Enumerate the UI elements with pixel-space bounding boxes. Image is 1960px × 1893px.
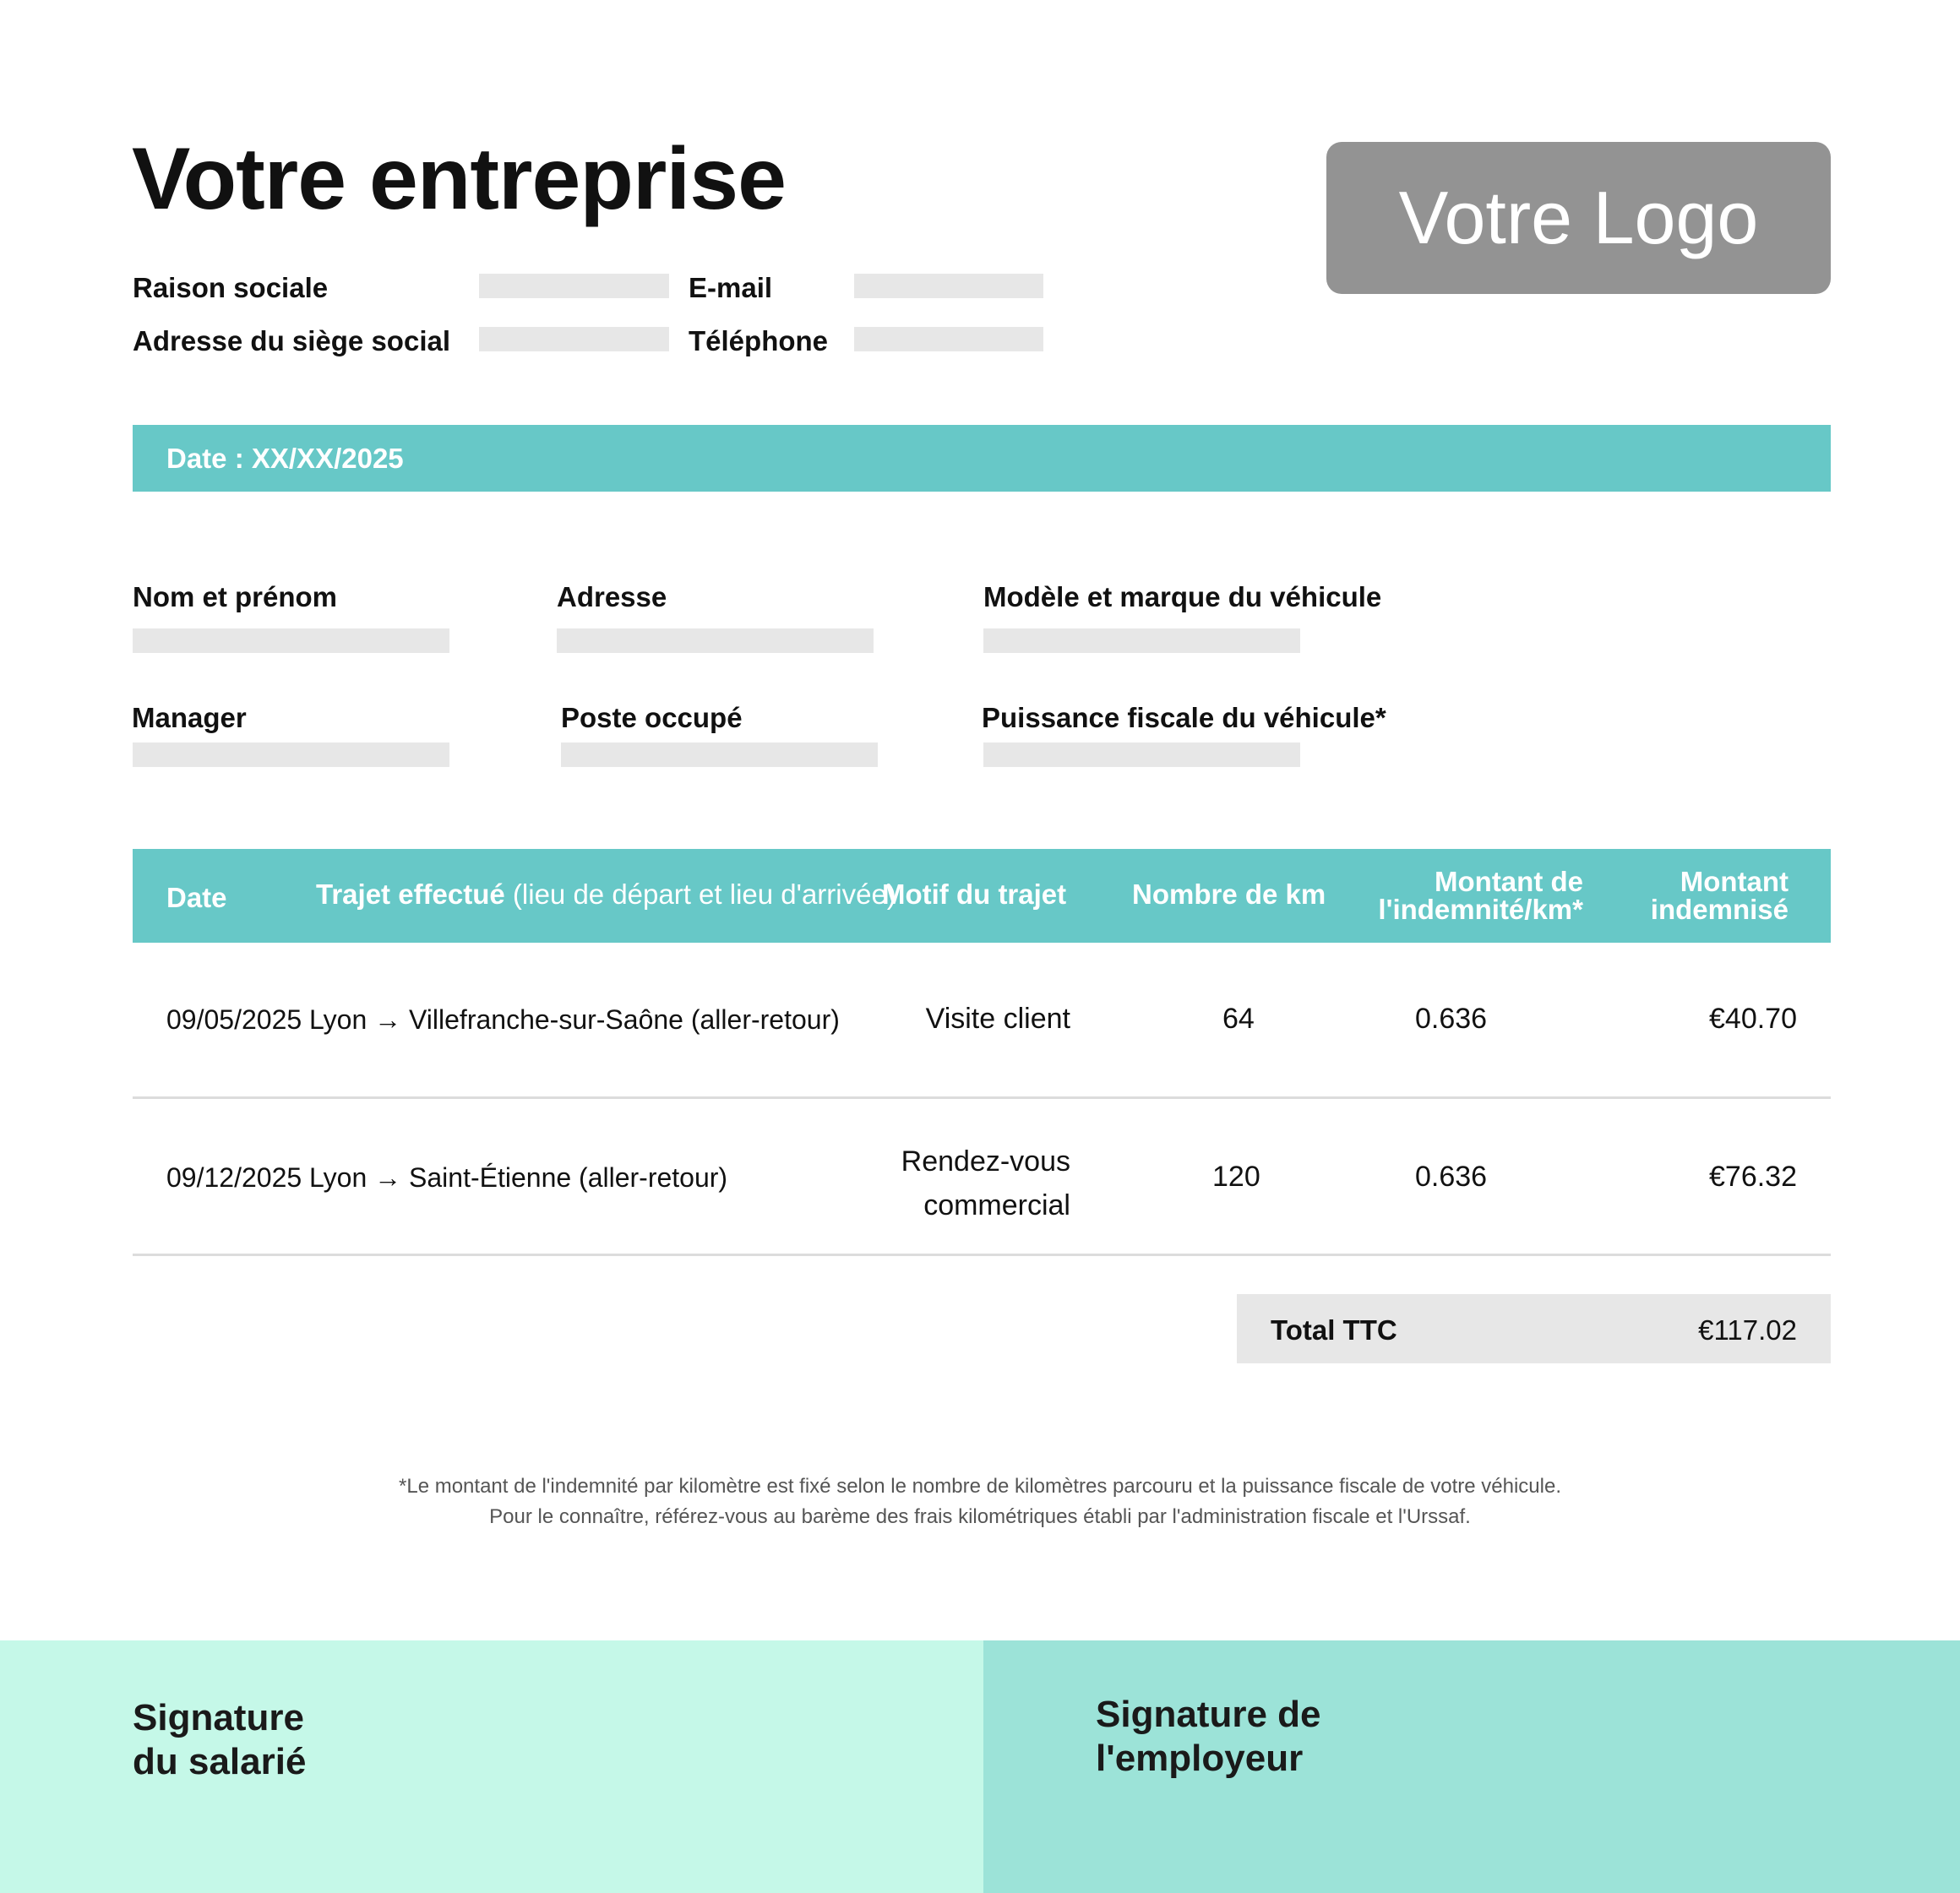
- header-motif: Motif du trajet: [882, 879, 1067, 910]
- adresse-field[interactable]: [557, 628, 874, 653]
- footnote-line2: Pour le connaître, référez-vous au barème des frais kilométriques établi par l'administration fiscale et l'Urssaf.: [489, 1505, 1471, 1528]
- row1-amount: €40.70: [1709, 1003, 1797, 1035]
- logo-text: Votre Logo: [1398, 176, 1759, 259]
- header-montant-line1: Montant: [1680, 866, 1788, 897]
- row2-rate: 0.636: [1415, 1161, 1488, 1193]
- header-trajet-note: (lieu de départ et lieu d'arrivée): [512, 879, 896, 910]
- raison-sociale-field[interactable]: [479, 274, 669, 298]
- row-divider: [133, 1096, 1831, 1099]
- date-bar: [133, 425, 1831, 492]
- row1-date-trajet: 09/05/2025 Lyon → Villefranche-sur-Saône (aller-retour): [166, 1004, 840, 1035]
- total-label: Total TTC: [1271, 1314, 1397, 1346]
- date-bar-text: Date : XX/XX/2025: [166, 443, 404, 474]
- header-trajet: [316, 880, 896, 908]
- header-indemnite: [1378, 868, 1583, 923]
- telephone-field[interactable]: [854, 327, 1043, 351]
- footnote-line1: *Le montant de l'indemnité par kilomètre est fixé selon le nombre de kilomètres parcouru et la puissance fiscale de votre véhicule.: [399, 1475, 1561, 1498]
- siege-adresse-label: Adresse du siège social: [133, 325, 451, 356]
- total-value: €117.02: [1698, 1314, 1797, 1346]
- header-indemnite-line2: l'indemnité/km*: [1378, 894, 1583, 925]
- employee-signature-label: [133, 1696, 306, 1784]
- header-km: Nombre de km: [1132, 879, 1326, 910]
- row2-motif-line2: commercial: [923, 1189, 1070, 1221]
- row1-km: 64: [1222, 1003, 1255, 1035]
- employer-signature-line2: l'employeur: [1096, 1738, 1304, 1779]
- puissance-field[interactable]: [983, 743, 1300, 767]
- manager-field[interactable]: [133, 743, 449, 767]
- email-label: E-mail: [689, 272, 773, 303]
- header-montant-line2: indemnisé: [1650, 894, 1788, 925]
- nom-prenom-field[interactable]: [133, 628, 449, 653]
- adresse-label: Adresse: [557, 581, 667, 612]
- employee-signature-line1: Signature: [133, 1697, 304, 1738]
- row1-motif: Visite client: [925, 1003, 1070, 1035]
- poste-label: Poste occupé: [561, 702, 743, 733]
- header-montant: [1651, 868, 1788, 923]
- employer-signature-label: [1096, 1693, 1321, 1781]
- employee-signature-line2: du salarié: [133, 1741, 307, 1782]
- table-header: [133, 849, 1831, 943]
- nom-prenom-label: Nom et prénom: [133, 581, 338, 612]
- row1-rate: 0.636: [1415, 1003, 1488, 1035]
- manager-label: Manager: [132, 702, 247, 733]
- vehicule-field[interactable]: [983, 628, 1300, 653]
- siege-adresse-field[interactable]: [479, 327, 669, 351]
- header-trajet-label: Trajet effectué: [316, 879, 505, 910]
- employer-signature-area[interactable]: [983, 1640, 1960, 1893]
- header-date: Date: [166, 882, 227, 913]
- raison-sociale-label: Raison sociale: [133, 272, 329, 303]
- header-indemnite-line1: Montant de: [1435, 866, 1583, 897]
- row2-km: 120: [1212, 1161, 1260, 1193]
- row2-motif: [901, 1140, 1070, 1227]
- telephone-label: Téléphone: [689, 325, 829, 356]
- puissance-label: Puissance fiscale du véhicule*: [982, 702, 1386, 733]
- poste-field[interactable]: [561, 743, 878, 767]
- employer-signature-line1: Signature de: [1096, 1694, 1321, 1735]
- employee-signature-area[interactable]: [0, 1640, 983, 1893]
- row2-amount: €76.32: [1709, 1161, 1797, 1193]
- row2-motif-line1: Rendez-vous: [901, 1145, 1070, 1178]
- vehicule-label: Modèle et marque du véhicule: [983, 581, 1382, 612]
- row-divider: [133, 1254, 1831, 1256]
- row2-date-trajet: 09/12/2025 Lyon → Saint-Étienne (aller-retour): [166, 1162, 728, 1193]
- email-field[interactable]: [854, 274, 1043, 298]
- total-box: [1237, 1294, 1831, 1363]
- company-title: Votre entreprise: [132, 130, 786, 228]
- logo-placeholder: [1326, 142, 1831, 294]
